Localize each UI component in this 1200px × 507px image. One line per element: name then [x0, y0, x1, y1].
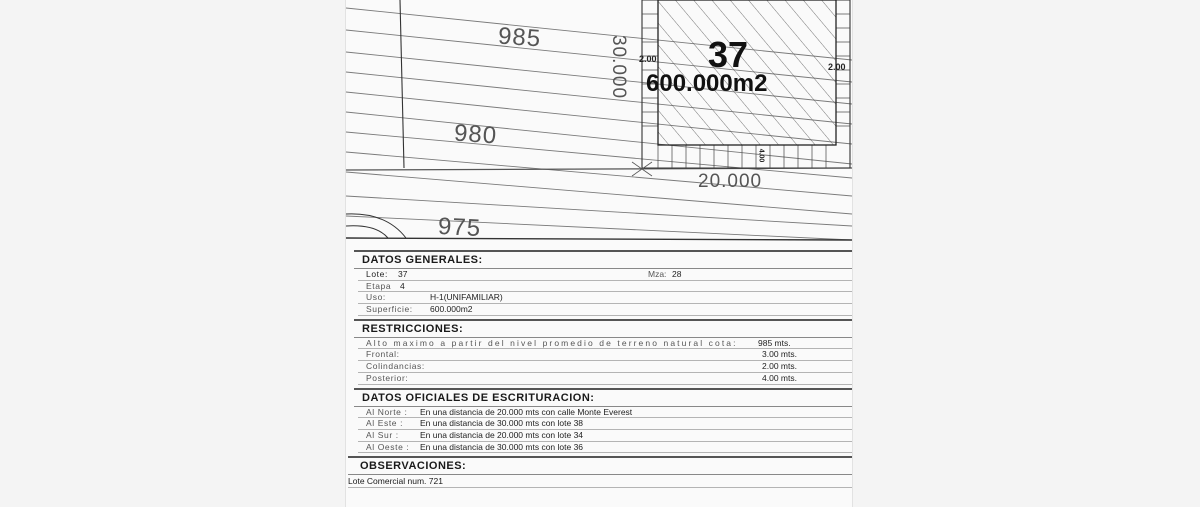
section-datos-generales	[354, 250, 852, 316]
boundary-value: En una distancia de 20.000 mts con lote 34	[420, 429, 584, 440]
boundary-value: En una distancia de 30.000 mts con lote 38	[420, 418, 584, 429]
boundary-row	[358, 430, 852, 442]
document-sheet	[346, 0, 852, 507]
section-title: DATOS OFICIALES DE ESCRITURACION:	[354, 390, 852, 407]
restriction-value: 985 mts.	[758, 337, 791, 348]
lot-number-label: 37	[708, 34, 749, 75]
mza-label: Mza:	[648, 269, 667, 279]
uso-label: Uso:	[366, 292, 386, 303]
contour-label-980: 980	[453, 119, 498, 150]
setback-right-label: 2.00	[828, 62, 846, 72]
etapa-label: Etapa	[366, 280, 392, 291]
uso-value: H-1(UNIFAMILIAR)	[430, 292, 503, 303]
restriction-value: 4.00 mts.	[762, 372, 797, 383]
section-restricciones	[354, 319, 852, 385]
section-datos-oficiales	[354, 388, 852, 454]
etapa-row	[358, 281, 852, 293]
restriction-label: Posterior:	[366, 372, 409, 383]
boundary-label: Al Sur :	[366, 429, 399, 440]
section-title: DATOS GENERALES:	[354, 252, 852, 269]
side-dimension-label: 30.000	[608, 34, 630, 100]
boundary-value: En una distancia de 20.000 mts con calle Monte Everest	[420, 406, 633, 417]
restriction-row	[358, 338, 852, 350]
plan-lines	[346, 0, 852, 250]
superficie-value: 600.000m2	[430, 304, 473, 315]
boundary-row	[358, 407, 852, 419]
restriction-label: Colindancias:	[366, 361, 425, 372]
observation-text: Lote Comercial num. 721	[348, 475, 852, 488]
boundary-label: Al Este :	[366, 418, 404, 429]
restriction-label: Frontal:	[366, 349, 400, 360]
restriction-row	[358, 361, 852, 373]
uso-row	[358, 292, 852, 304]
etapa-value: 4	[400, 280, 405, 291]
boundary-label: Al Oeste :	[366, 441, 410, 452]
superficie-label: Superficie:	[366, 304, 413, 315]
contour-label-975: 975	[437, 212, 482, 243]
boundary-label: Al Norte :	[366, 406, 408, 417]
lote-label: Lote:	[366, 269, 388, 279]
restriction-row	[358, 373, 852, 385]
setback-rear-label: 4.00	[757, 148, 765, 163]
restriction-value: 2.00 mts.	[762, 361, 797, 372]
superficie-row	[358, 304, 852, 316]
restriction-row	[358, 349, 852, 361]
lote-value: 37	[398, 269, 408, 279]
lot-plan-drawing	[346, 0, 852, 250]
lote-row	[358, 269, 852, 281]
restriction-label: Alto maximo a partir del nivel promedio de terreno natural cota:	[366, 337, 738, 348]
section-title: RESTRICCIONES:	[354, 321, 852, 338]
contour-label-985: 985	[497, 22, 542, 53]
front-dimension-label: 20.000	[698, 171, 763, 192]
boundary-row	[358, 442, 852, 454]
lot-area-label: 600.000m2	[646, 70, 768, 97]
lot-data-form	[348, 250, 852, 488]
setback-left-label: 2.00	[639, 54, 657, 64]
boundary-row	[358, 418, 852, 430]
section-observaciones	[348, 456, 852, 488]
section-title: OBSERVACIONES:	[348, 458, 852, 475]
mza-value: 28	[672, 269, 682, 279]
restriction-value: 3.00 mts.	[762, 349, 797, 360]
boundary-value: En una distancia de 30.000 mts con lote 36	[420, 441, 584, 452]
